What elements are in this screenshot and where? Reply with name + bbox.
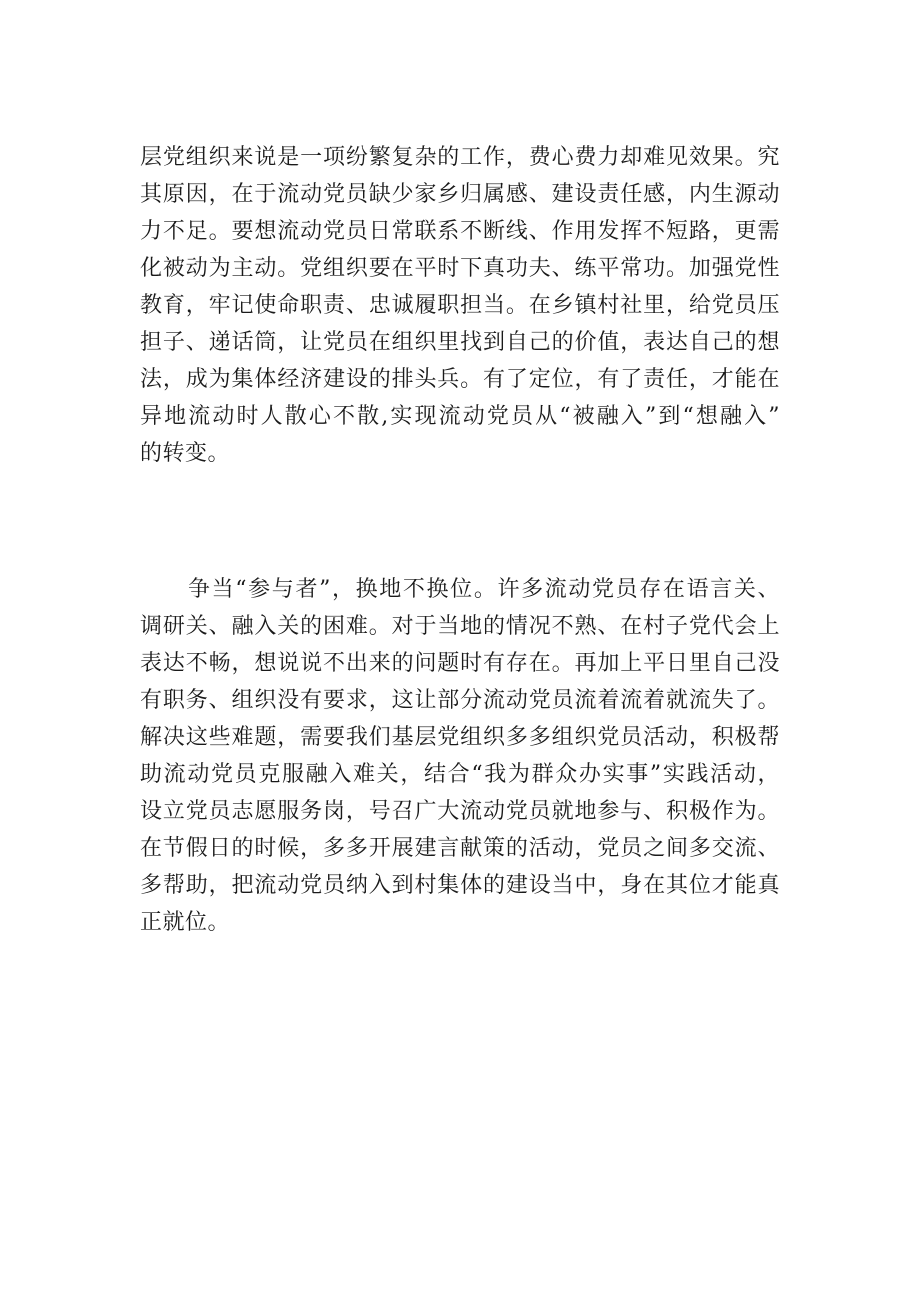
text-line: 解决这些难题，需要我们基层党组织多多组织党员活动，积极帮 bbox=[140, 725, 780, 750]
text-line: 担子、递话筒，让党员在组织里找到自己的价值，表达自己的想 bbox=[140, 330, 780, 355]
paragraph-participant bbox=[140, 571, 780, 941]
text-line: 有职务、组织没有要求，这让部分流动党员流着流着就流失了。 bbox=[140, 688, 780, 713]
text-line: 力不足。要想流动党员日常联系不断线、作用发挥不短路，更需 bbox=[140, 219, 780, 244]
text-line: 法，成为集体经济建设的排头兵。有了定位，有了责任，才能在 bbox=[140, 367, 780, 392]
text-line: 助流动党员克服融入难关，结合“我为群众办实事”实践活动， bbox=[140, 762, 780, 787]
text-line: 异地流动时人散心不散,实现流动党员从“被融入”到“想融入” bbox=[140, 404, 780, 429]
text-line: 化被动为主动。党组织要在平时下真功夫、练平常功。加强党性 bbox=[140, 256, 780, 281]
text-line: 教育，牢记使命职责、忠诚履职担当。在乡镇村社里，给党员压 bbox=[140, 293, 780, 318]
text-line: 层党组织来说是一项纷繁复杂的工作，费心费力却难见效果。究 bbox=[140, 145, 780, 170]
text-line: 调研关、融入关的困难。对于当地的情况不熟、在村子党代会上 bbox=[140, 614, 780, 639]
text-line: 正就位。 bbox=[140, 910, 231, 935]
text-line: 多帮助，把流动党员纳入到村集体的建设当中，身在其位才能真 bbox=[140, 873, 780, 898]
text-line: 其原因，在于流动党员缺少家乡归属感、建设责任感，内生源动 bbox=[140, 182, 780, 207]
text-line: 争当“参与者”，换地不换位。许多流动党员存在语言关、 bbox=[188, 577, 780, 602]
paragraph-continuation bbox=[140, 139, 780, 472]
text-line: 设立党员志愿服务岗，号召广大流动党员就地参与、积极作为。 bbox=[140, 799, 780, 824]
text-line: 在节假日的时候，多多开展建言献策的活动，党员之间多交流、 bbox=[140, 836, 780, 861]
text-line: 表达不畅，想说说不出来的问题时有存在。再加上平日里自己没 bbox=[140, 651, 780, 676]
text-line: 的转变。 bbox=[140, 441, 231, 466]
